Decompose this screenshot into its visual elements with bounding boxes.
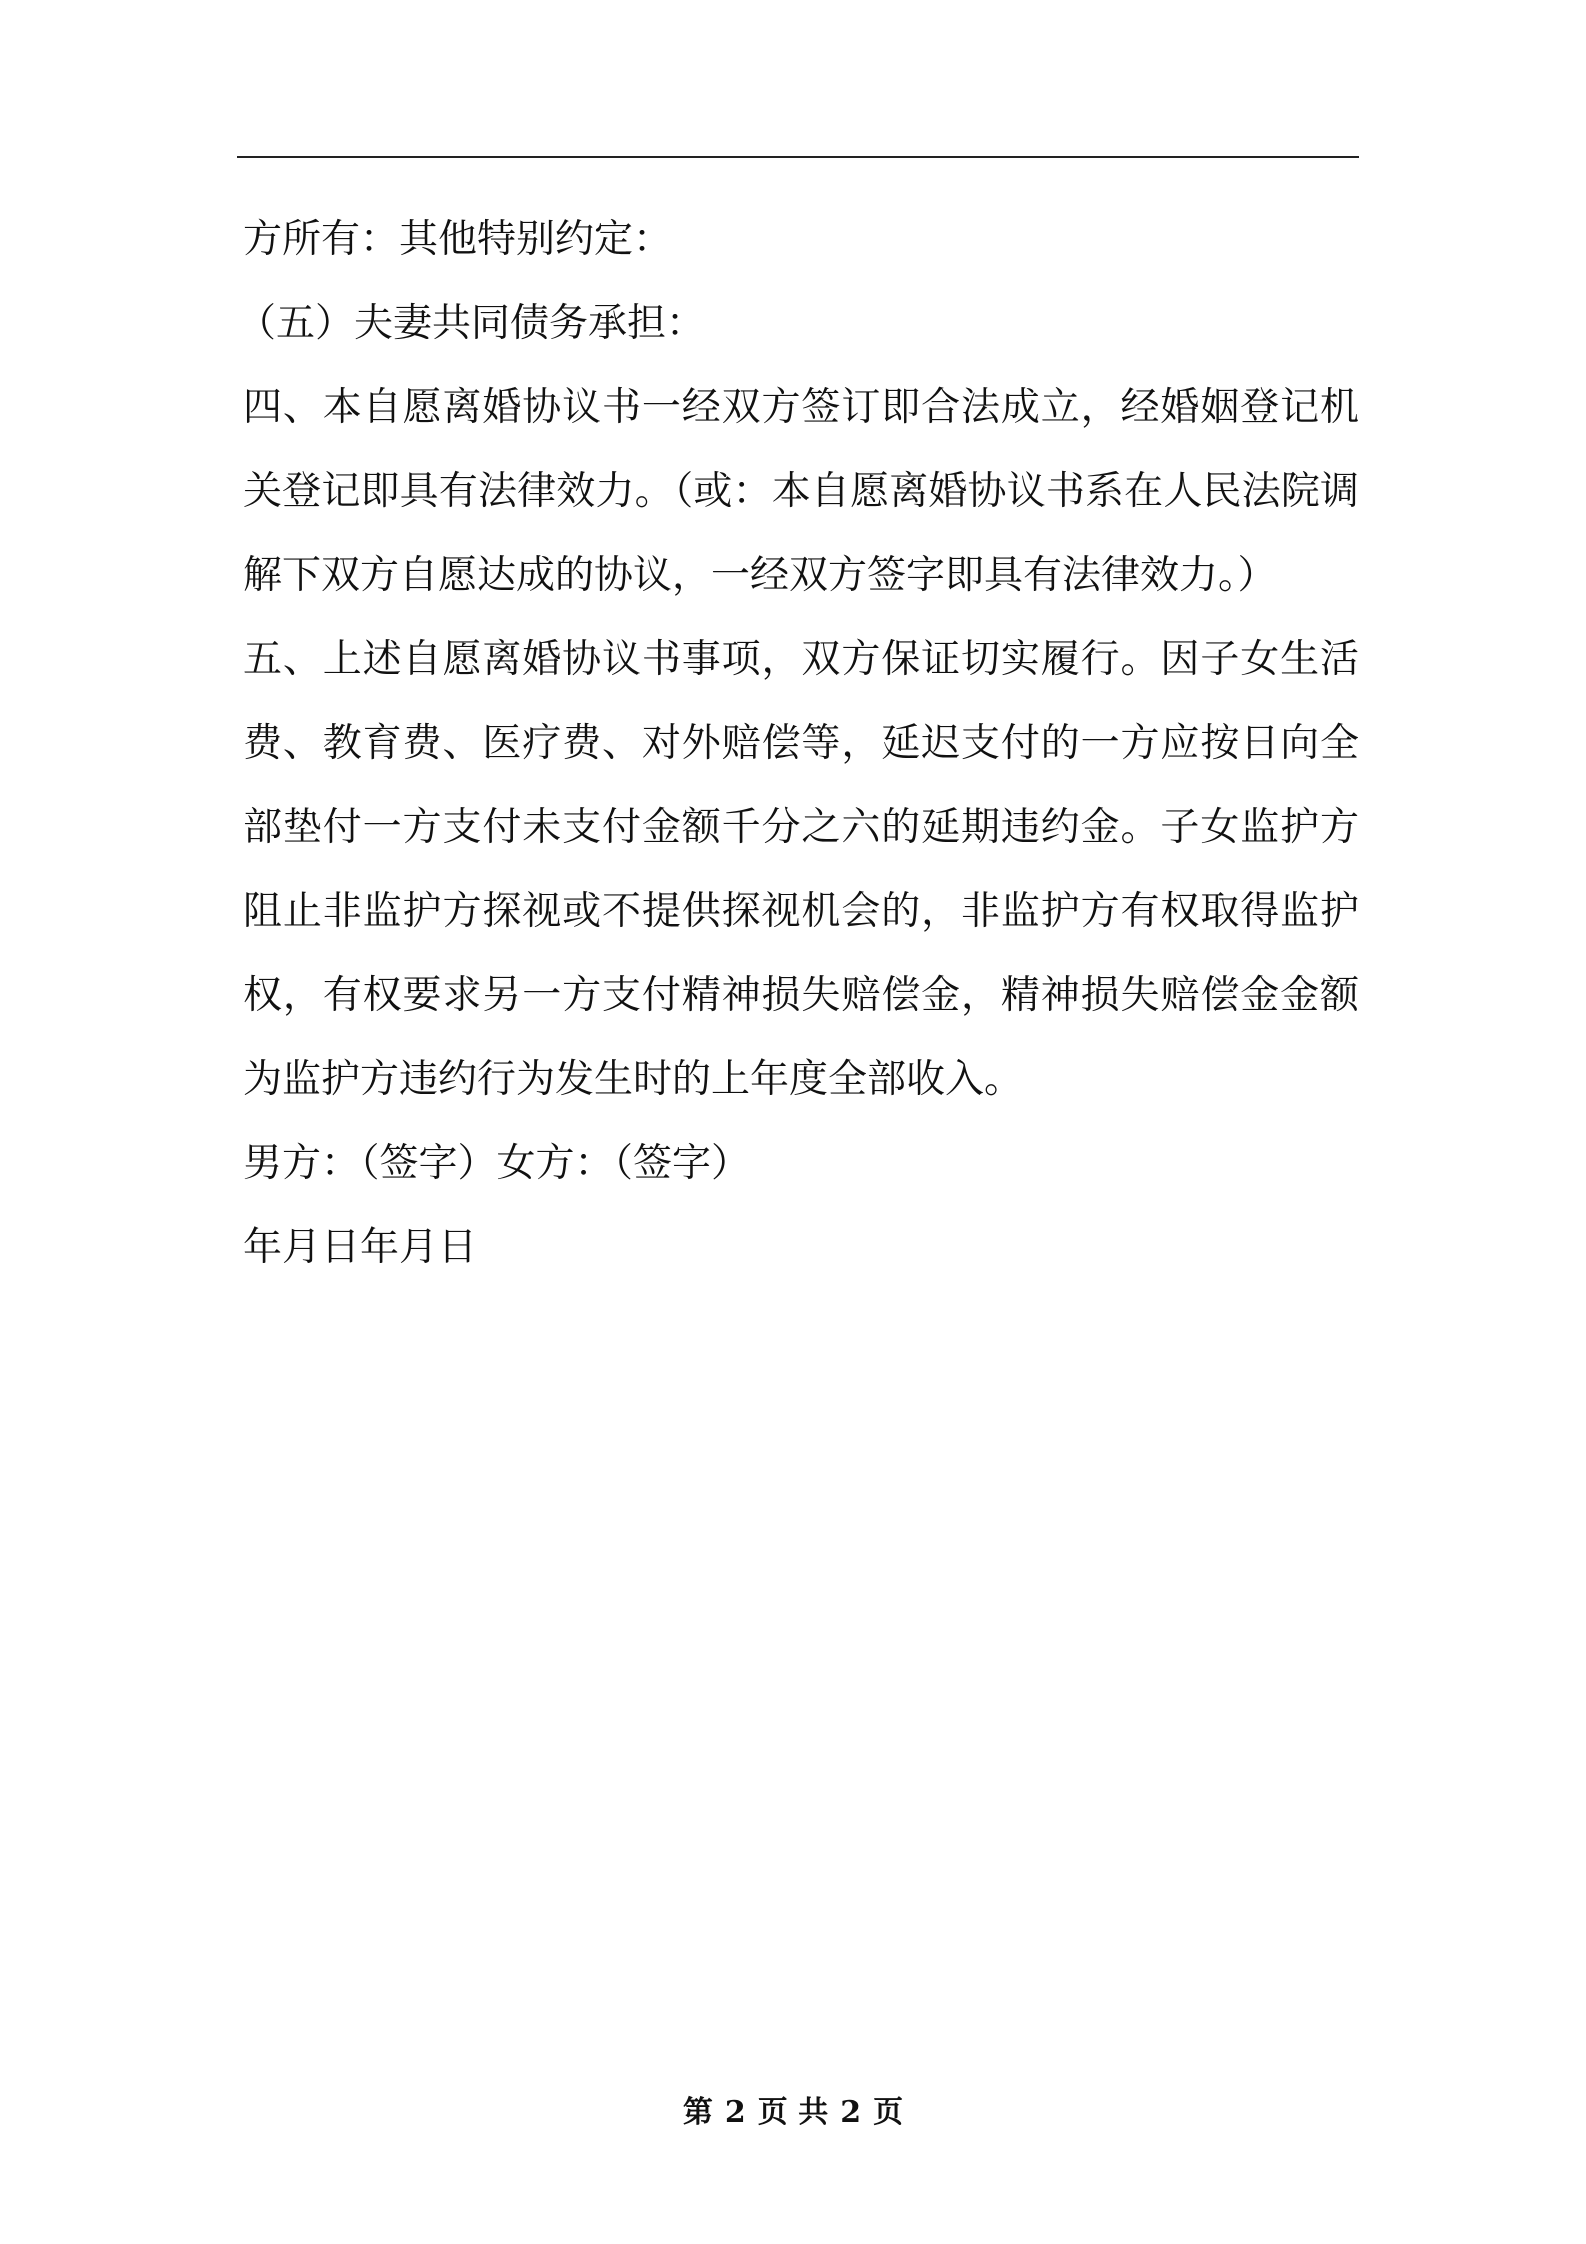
paragraph-joint-debt: （五）夫妻共同债务承担： [237, 301, 706, 346]
footer-current-page: 2 [724, 2095, 746, 2130]
paragraph-property-note: 方所有：其他特别约定： [243, 217, 673, 262]
signature-line: 男方：（签字）女方：（签字） [243, 1141, 751, 1186]
footer-prefix: 第 [682, 2095, 713, 2130]
document-body [237, 198, 1359, 1290]
footer-suffix: 页 [873, 2095, 904, 2130]
footer-total-pages: 2 [840, 2095, 862, 2130]
paragraph-clause-four: 四、本自愿离婚协议书一经双方签订即合法成立，经婚姻登记机关登记即具有法律效力。（或：本自愿离婚协议书系在人民法院调解下双方自愿达成的协议，一经双方签字即具有法律效力。） [243, 385, 1359, 598]
footer-middle: 页 共 [757, 2095, 829, 2130]
header-rule [237, 156, 1359, 158]
page-footer [0, 2093, 1586, 2133]
date-line: 年月日年月日 [243, 1225, 478, 1270]
paragraph-clause-five: 五、上述自愿离婚协议书事项，双方保证切实履行。因子女生活费、教育费、医疗费、对外赔偿等，延迟支付的一方应按日向全部垫付一方支付未支付金额千分之六的延期违约金。子女监护方阻止非监护方探视或不提供探视机会的，非监护方有权取得监护权，有权要求另一方支付精神损失赔偿金，精神损失赔偿金金额为监护方违约行为发生时的上年度全部收入。 [243, 637, 1359, 1102]
